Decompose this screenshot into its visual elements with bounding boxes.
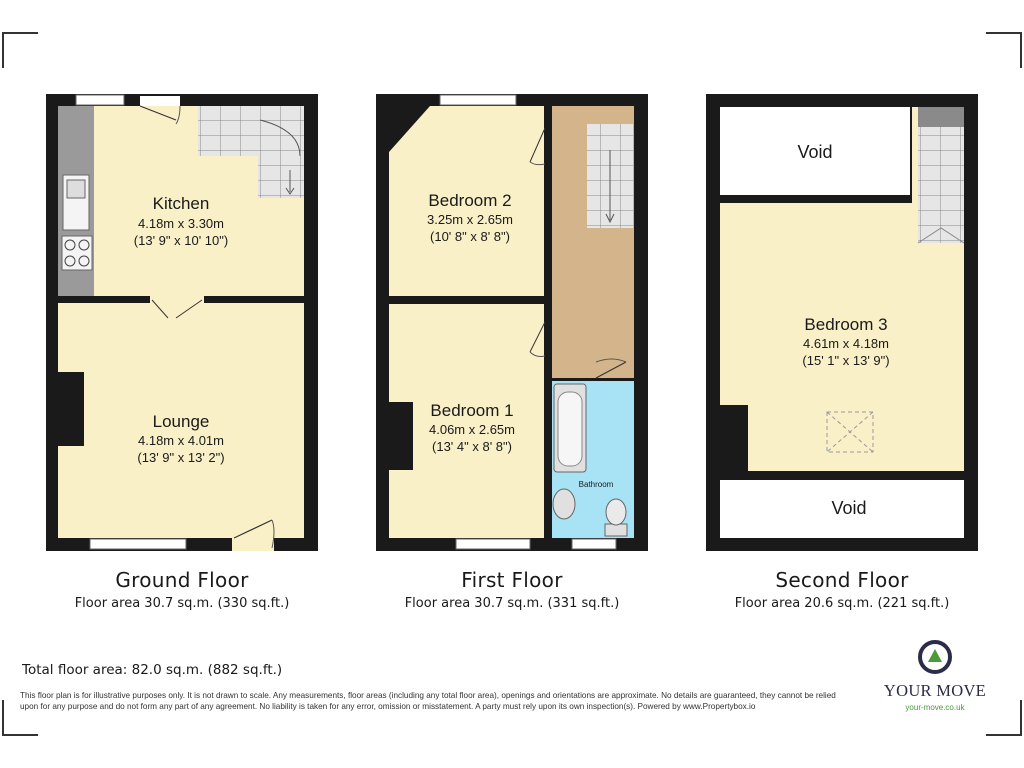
bedroom-1-label: Bedroom 1 <box>430 401 514 420</box>
bedroom-1-imperial: (13' 4" x 8' 8") <box>432 439 512 454</box>
bedroom-3-imperial: (15' 1" x 13' 9") <box>802 353 890 368</box>
ground-floor-title: Ground Floor <box>115 568 249 592</box>
kitchen-metric: 4.18m x 3.30m <box>138 216 224 231</box>
your-move-logo-icon <box>918 640 952 674</box>
ground-floor-stairs <box>198 106 304 156</box>
void-bottom-label: Void <box>831 498 867 518</box>
lounge-metric: 4.18m x 4.01m <box>138 433 224 448</box>
lounge-label: Lounge <box>152 412 210 431</box>
basin-icon <box>553 489 575 519</box>
bedroom-2-window <box>440 95 516 105</box>
second-floor-area: Floor area 20.6 sq.m. (221 sq.ft.) <box>734 596 950 611</box>
second-floor-stairs-top <box>918 107 964 127</box>
bedroom-1-window <box>456 539 530 549</box>
total-floor-area: Total floor area: 82.0 sq.m. (882 sq.ft.) <box>22 662 283 678</box>
bedroom-3-metric: 4.61m x 4.18m <box>803 336 889 351</box>
bedroom-2-metric: 3.25m x 2.65m <box>427 212 513 227</box>
ground-floor-plan <box>46 94 318 551</box>
toilet-icon <box>605 524 627 536</box>
chimney-breast <box>58 372 84 446</box>
disclaimer-text: This floor plan is for illustrative purposes only. It is not drawn to scale. Any measurements, floor areas (including any total floor area), openings and orientations are approximate. No details are guaranteed, they cannot be relied upon for any purpose and do not form any part of any agreement. No liability is taken for any error, omission or misstatement. A party must rely upon its own inspection(s). Powered by www.Propertybox.io <box>20 691 836 711</box>
second-floor-plan <box>706 94 978 551</box>
your-move-logo <box>875 640 995 712</box>
second-floor-title: Second Floor <box>775 568 909 592</box>
bedroom-1-metric: 4.06m x 2.65m <box>429 422 515 437</box>
chimney-breast-first <box>389 402 413 470</box>
chimney-breast-second <box>720 405 748 471</box>
brand-url[interactable]: your-move.co.uk <box>905 703 965 712</box>
bathroom-window <box>572 539 616 549</box>
lounge-imperial: (13' 9" x 13' 2") <box>137 450 225 465</box>
bedroom-3-label: Bedroom 3 <box>804 315 888 334</box>
lounge-window <box>90 539 186 549</box>
first-floor-title: First Floor <box>461 568 563 592</box>
kitchen-label: Kitchen <box>152 194 210 213</box>
ground-floor-area: Floor area 30.7 sq.m. (330 sq.ft.) <box>74 596 290 611</box>
kitchen-imperial: (13' 9" x 10' 10") <box>133 233 229 248</box>
kitchen-window <box>76 95 124 105</box>
bedroom-2-label: Bedroom 2 <box>428 191 512 210</box>
brand-name: YOUR MOVE <box>883 681 987 700</box>
void-top-label: Void <box>797 142 833 162</box>
bedroom-2-imperial: (10' 8" x 8' 8") <box>430 229 510 244</box>
first-floor-area: Floor area 30.7 sq.m. (331 sq.ft.) <box>404 596 620 611</box>
bathroom-label: Bathroom <box>578 480 614 489</box>
first-floor-plan <box>376 94 648 551</box>
second-floor-stairs <box>918 127 964 243</box>
